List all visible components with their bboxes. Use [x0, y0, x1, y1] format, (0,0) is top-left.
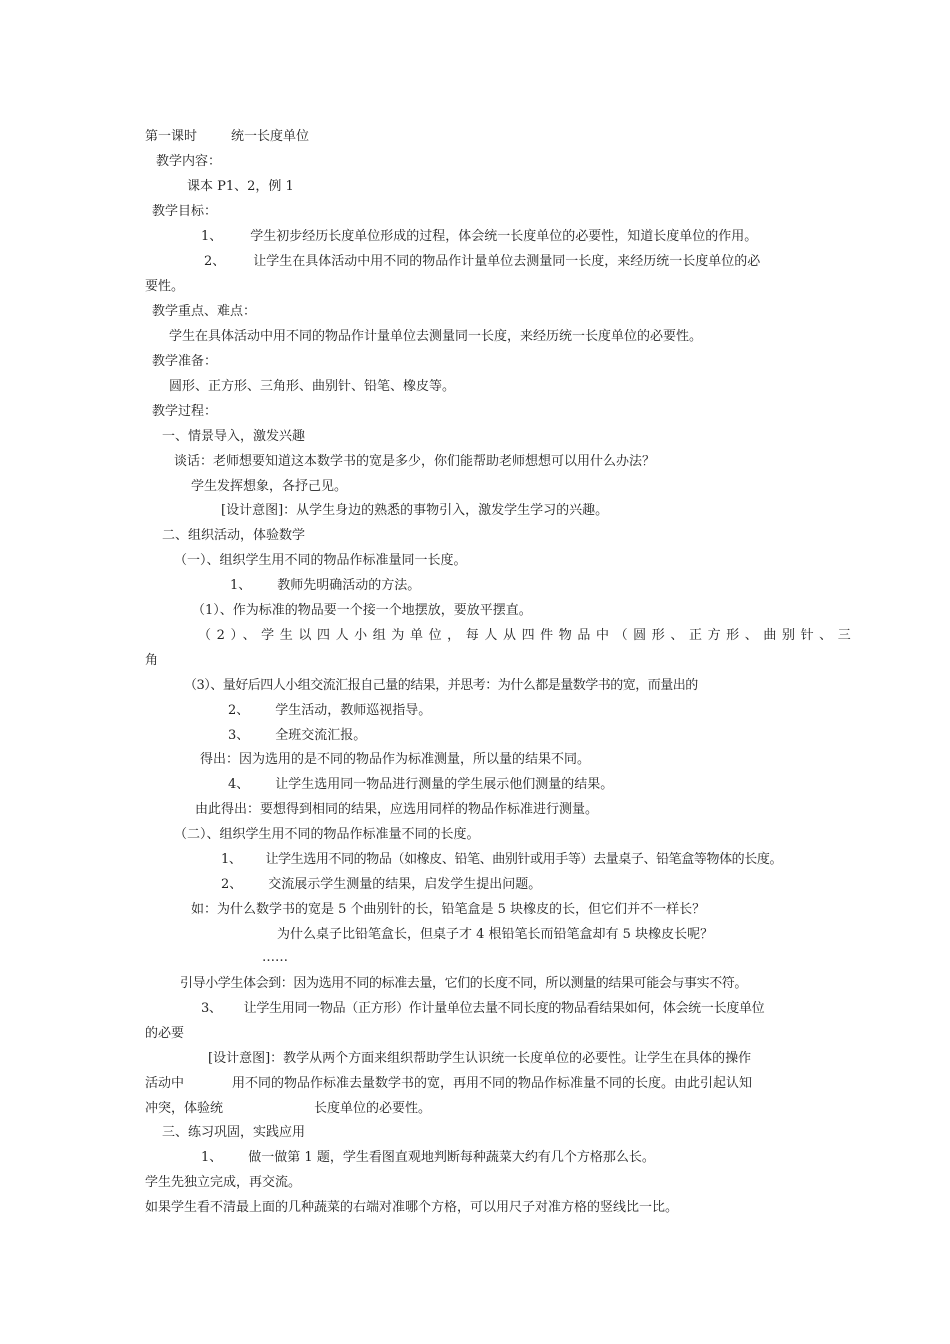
step-number: 2、 [228, 703, 250, 718]
section-2-part-2-step-1 [221, 852, 782, 868]
text-fragment: 冲突，体验统 [145, 1101, 224, 1116]
section-2-part-1-result: 得出：因为选用的是不同的物品作为标准测量，所以量的结果不同。 [200, 752, 591, 767]
content-heading: 教学内容： [156, 154, 222, 169]
section-2-title: 二、组织活动，体验数学 [162, 528, 306, 543]
process-heading: 教学过程： [152, 404, 218, 419]
section-2-part-1-step-1 [230, 578, 420, 594]
section-2-question-2: 为什么桌子比铅笔盒长，但桌子才 4 根铅笔长而铅笔盒却有 5 块橡皮长呢？ [277, 927, 714, 942]
section-1-design-intent: [设计意图]：从学生身边的熟悉的事物引入，激发学生学习的兴趣。 [221, 503, 609, 518]
section-2-part-2-step-3 [201, 1001, 764, 1017]
step-text: 学生活动，教师巡视指导。 [275, 703, 432, 718]
lesson-topic: 统一长度单位 [231, 129, 310, 144]
section-2-part-1-step-2 [228, 703, 431, 719]
section-2-ellipsis: …… [262, 950, 288, 965]
section-2-design-intent: [设计意图]：教学从两个方面来组织帮助学生认识统一长度单位的必要性。让学生在具体的操作 [208, 1051, 752, 1066]
step-number: 1、 [230, 578, 252, 593]
text-fragment: 活动中 [145, 1076, 185, 1091]
key-points-heading: 教学重点、难点： [152, 304, 257, 319]
section-2-design-intent-line-2 [145, 1076, 752, 1092]
step-number: 2、 [221, 877, 243, 892]
step-text: 教师先明确活动的方法。 [277, 578, 421, 593]
section-2-part-2-step-2 [221, 877, 541, 893]
preparation-heading: 教学准备： [152, 354, 218, 369]
section-2-part-1-step-1b: （2）、学生以四人小组为单位，每人从四件物品中（圆形、正方形、曲别针、三 [198, 628, 857, 643]
lesson-title [145, 129, 309, 145]
key-points-text: 学生在具体活动中用不同的物品作计量单位去测量同一长度，来经历统一长度单位的必要性。 [169, 329, 703, 344]
goal-item-2 [204, 254, 760, 270]
section-1-talk: 谈话：老师想要知道这本数学书的宽是多少，你们能帮助老师想想可以用什么办法？ [174, 454, 656, 469]
section-3-line-3: 如果学生看不清最上面的几种蔬菜的右端对准哪个方格，可以用尺子对准方格的竖线比一比。 [145, 1200, 679, 1215]
step-number: 1、 [221, 852, 242, 867]
step-number: 1、 [201, 1150, 223, 1165]
step-text: 交流展示学生测量的结果，启发学生提出问题。 [268, 877, 542, 892]
section-2-part-1-conclusion: 由此得出：要想得到相同的结果，应选用同样的物品作标准进行测量。 [195, 802, 599, 817]
section-2-part-1-step-1b-continued: 角 [145, 653, 159, 668]
goal-number: 1、 [201, 229, 223, 244]
section-2-design-intent-line-3 [145, 1101, 431, 1117]
section-2-part-1: （一）、组织学生用不同的物品作标准量同一长度。 [174, 553, 467, 568]
step-number: 4、 [228, 777, 250, 792]
goals-heading: 教学目标： [152, 204, 218, 219]
section-3-title: 三、练习巩固，实践应用 [162, 1125, 306, 1140]
lesson-period: 第一课时 [145, 129, 198, 144]
section-1-title: 一、情景导入，激发兴趣 [162, 429, 306, 444]
goal-number: 2、 [204, 254, 226, 269]
section-1-students: 学生发挥想象，各抒己见。 [191, 479, 348, 494]
goal-item-1 [201, 229, 757, 245]
goal-item-2-continued: 要性。 [145, 279, 185, 294]
section-2-guidance: 引导小学生体会到：因为选用不同的标准去量，它们的长度不同，所以测量的结果可能会与事实不符。 [180, 976, 748, 991]
step-number: 3、 [228, 728, 250, 743]
step-text: 全班交流汇报。 [275, 728, 367, 743]
section-2-question-1: 如：为什么数学书的宽是 5 个曲别针的长，铅笔盒是 5 块橡皮的长，但它们并不一样长？ [191, 902, 706, 917]
text-fragment: 长度单位的必要性。 [314, 1101, 432, 1116]
content-text: 课本 P1、2，例 1 [187, 179, 294, 194]
section-2-part-1-step-3 [228, 728, 366, 744]
section-2-part-2-step-3-continued: 的必要 [145, 1026, 185, 1041]
section-3-line-2: 学生先独立完成，再交流。 [145, 1175, 302, 1190]
goal-text: 学生初步经历长度单位形成的过程，体会统一长度单位的必要性，知道长度单位的作用。 [250, 229, 758, 244]
section-2-part-1-step-1a: （1）、作为标准的物品要一个接一个地摆放，要放平摆直。 [192, 603, 532, 618]
step-text: 让学生选用同一物品进行测量的学生展示他们测量的结果。 [275, 777, 614, 792]
step-number: 3、 [201, 1001, 222, 1016]
preparation-text: 圆形、正方形、三角形、曲别针、铅笔、橡皮等。 [169, 379, 456, 394]
text-fragment: 用不同的物品作标准去量数学书的宽，再用不同的物品作标准量不同的长度。由此引起认知 [232, 1076, 753, 1091]
section-3-item-1 [201, 1150, 655, 1166]
goal-text: 让学生在具体活动中用不同的物品作计量单位去测量同一长度，来经历统一长度单位的必 [253, 254, 761, 269]
section-2-part-2: （二）、组织学生用不同的物品作标准量不同的长度。 [174, 827, 480, 842]
step-text: 让学生用同一物品（正方形）作计量单位去量不同长度的物品看结果如何，体会统一长度单位 [243, 1001, 765, 1016]
section-2-part-1-step-4 [228, 777, 613, 793]
step-text: 做一做第 1 题，学生看图直观地判断每种蔬菜大约有几个方格那么长。 [248, 1150, 655, 1165]
section-2-part-1-step-1c: （3）、量好后四人小组交流汇报自己量的结果，并思考：为什么都是量数学书的宽，而量出的 [184, 678, 698, 693]
step-text: 让学生选用不同的物品（如橡皮、铅笔、曲别针或用手等）去量桌子、铅笔盒等物体的长度。 [265, 852, 783, 867]
